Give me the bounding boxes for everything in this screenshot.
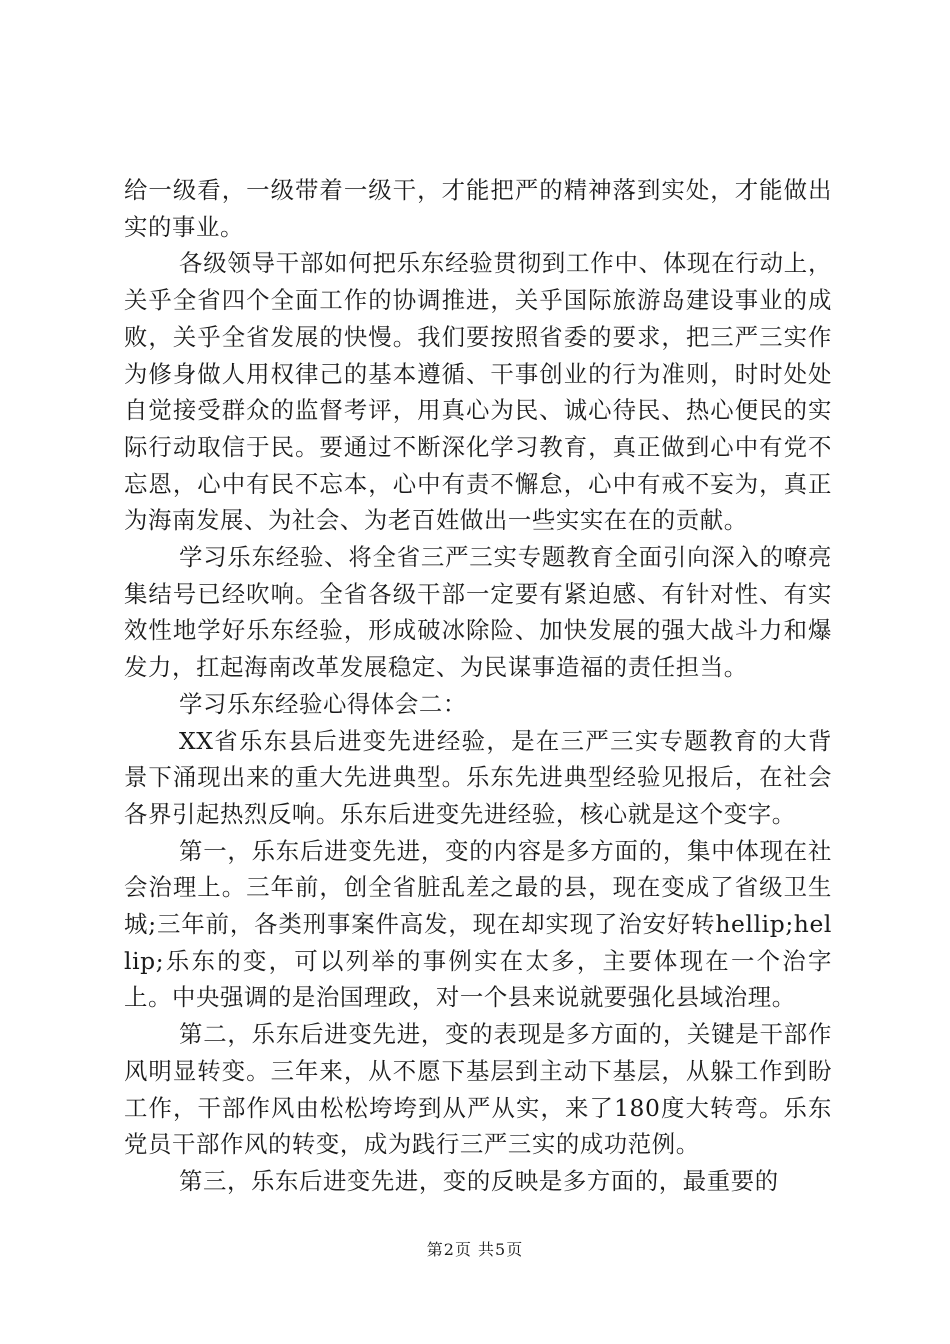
paragraph-7: 第二，乐东后进变先进，变的表现是多方面的，关键是干部作风明显转变。三年来，从不愿下基层到主动下基层，从躲工作到盼工作，干部作风由松松垮垮到从严从实，来了180度大转弯。乐东党员干部作风的转变，成为践行三严三实的成功范例。 [124,1020,832,1159]
section-heading: 学习乐东经验心得体会二： [179,689,467,718]
paragraph-8: 第三，乐东后进变先进，变的反映是多方面的，最重要的 [179,1166,779,1195]
page-number-footer: 第2页 共5页 [426,1240,524,1259]
paragraph-3: 学习乐东经验、将全省三严三实专题教育全面引向深入的嘹亮集结号已经吹响。全省各级干部一定要有紧迫感、有针对性、有实效性地学好乐东经验，形成破冰除险、加快发展的强大战斗力和爆发力，扛起海南改革发展稳定、为民谋事造福的责任担当。 [124,543,832,682]
paragraph-1: 给一级看，一级带着一级干，才能把严的精神落到实处，才能做出实的事业。 [124,176,832,241]
paragraph-6: 第一，乐东后进变先进，变的内容是多方面的，集中体现在社会治理上。三年前，创全省脏乱差之最的县，现在变成了省级卫生城;三年前，各类刑事案件高发，现在却实现了治安好转hellip;hellip;乐东的变，可以列举的事例实在太多，主要体现在一个治字上。中央强调的是治国理政，对一个县来说就要强化县域治理。 [124,836,832,1012]
paragraph-5: XX省乐东县后进变先进经验，是在三严三实专题教育的大背景下涌现出来的重大先进典型。乐东先进典型经验见报后，在社会各界引起热烈反响。乐东后进变先进经验，核心就是这个变字。 [124,726,832,828]
document-body [124,172,832,1200]
paragraph-2: 各级领导干部如何把乐东经验贯彻到工作中、体现在行动上，关乎全省四个全面工作的协调推进，关乎国际旅游岛建设事业的成败，关乎全省发展的快慢。我们要按照省委的要求，把三严三实作为修身做人用权律己的基本遵循、干事创业的行为准则，时时处处自觉接受群众的监督考评，用真心为民、诚心待民、热心便民的实际行动取信于民。要通过不断深化学习教育，真正做到心中有党不忘恩，心中有民不忘本，心中有责不懈怠，心中有戒不妄为，真正为海南发展、为社会、为老百姓做出一些实实在在的贡献。 [124,249,832,535]
